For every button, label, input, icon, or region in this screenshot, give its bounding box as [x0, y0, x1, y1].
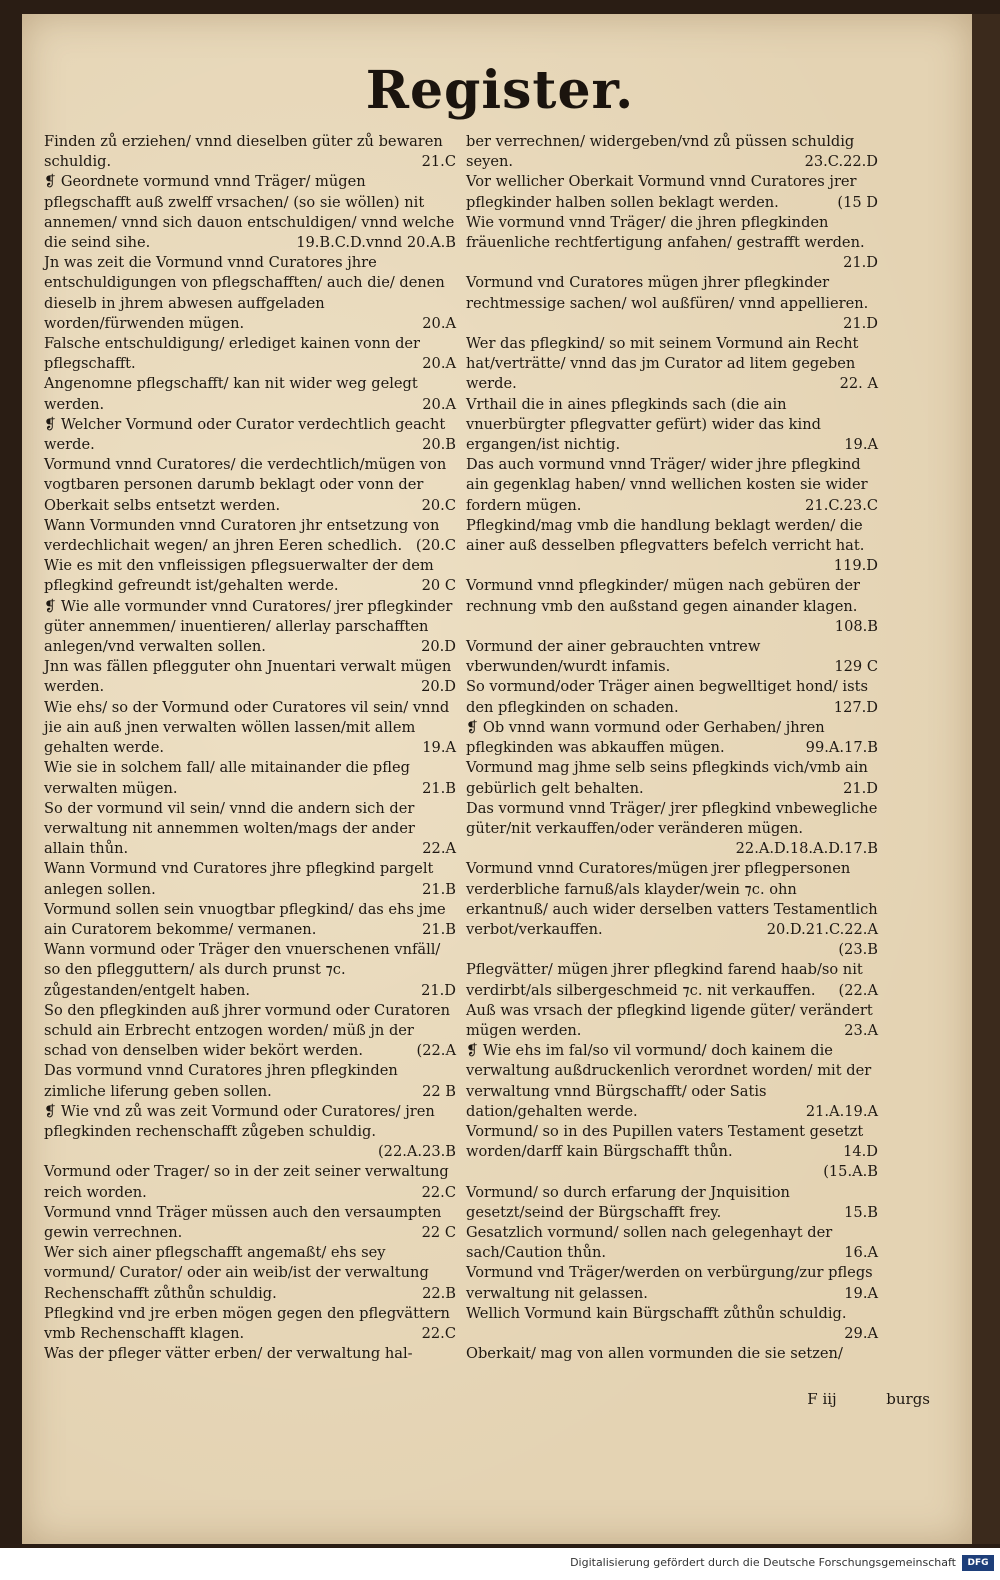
entry-text: Vormund vnnd pflegkinder/ mügen nach gebüren der rechnung vmb den außstand gegen ainander klagen. [466, 577, 860, 615]
entry-reference: 20.C [421, 496, 456, 514]
entry-reference: (22.A [416, 1042, 456, 1060]
register-entry [44, 1243, 456, 1304]
entry-text: So der vormund vil sein/ vnnd die andern sich der verwaltung nit annemmen wolten/mags der ander allain thůn. [44, 799, 415, 858]
register-entry [466, 940, 878, 960]
entry-reference: (22.A [838, 981, 878, 999]
entry-text: Vormund der ainer gebrauchten vntrew vberwunden/wurdt infamis. [466, 638, 761, 676]
entry-text: Wie ehs/ so der Vormund oder Curatores vil sein/ vnnd jie ain auß jnen verwalten wöllen lassen/mit allem gehalten werde. [44, 698, 450, 757]
entry-reference: 21.C.23.C [805, 496, 878, 514]
register-entry [44, 556, 456, 596]
register-entry [44, 698, 456, 759]
register-entry [466, 516, 878, 577]
entry-text: Das vormund vnnd Träger/ jrer pflegkind vnbewegliche güter/nit verkauffen/oder veränderen mügen. [466, 799, 878, 837]
entry-reference: 21.D [421, 981, 456, 999]
catchword: burgs [886, 1390, 930, 1408]
entry-text: Oberkait/ mag von allen vormunden die sie setzen/ [466, 1345, 843, 1363]
register-entry [44, 1162, 456, 1202]
signature-mark: F iij [807, 1390, 837, 1408]
register-entry [44, 253, 456, 334]
entry-reference: (22.A.23.B [377, 1143, 456, 1161]
register-entry [466, 1041, 878, 1122]
entry-reference: 22.B [422, 1284, 456, 1302]
register-entry [466, 1162, 878, 1182]
register-entry [466, 455, 878, 516]
entry-reference: 22.A [422, 840, 456, 858]
entry-text: Vormund vnd Träger/werden on verbürgung/zur pflegs verwaltung nit gelassen. [466, 1264, 873, 1302]
entry-text: Wann Vormund vnd Curatores jhre pflegkind pargelt anlegen sollen. [44, 860, 434, 898]
entry-reference: (15.A.B [823, 1163, 878, 1181]
entry-text: Wann vormund oder Träger den vnuerschenen vnfäll/ so den pflegguttern/ als durch prunst ⁊c. zůgestanden/entgelt haben. [44, 941, 441, 999]
entry-reference: 21.C [421, 153, 456, 171]
register-entry [44, 1203, 456, 1243]
entry-reference: 21.B [422, 920, 456, 938]
entry-reference: 22. A [839, 375, 878, 393]
register-entry [44, 859, 456, 899]
register-entry [44, 1304, 456, 1344]
entry-text: Vormund vnnd Träger müssen auch den versaumpten gewin verrechnen. [44, 1203, 442, 1241]
entry-text: Gesatzlich vormund/ sollen nach gelegenhayt der sach/Caution thůn. [466, 1223, 833, 1262]
entry-reference: 22 C [421, 1223, 456, 1241]
entry-text: Wie sie in solchem fall/ alle mitainander die pfleg verwalten mügen. [44, 759, 410, 797]
register-entry [44, 799, 456, 860]
entry-text: Vormund vnnd Curatores/mügen jrer pflegpersonen verderbliche farnuß/als klayder/wein ⁊c. ohn erkantnuß/ auch wider derselben vatters Testamentlich verbot/verkauffen. [466, 860, 878, 938]
entry-text: Das auch vormund vnnd Träger/ wider jhre pflegkind ain gegenklag haben/ vnnd wellichen kosten sie wider fordern mügen. [466, 456, 868, 514]
entry-text: Vrthail die in aines pflegkinds sach (die ain vnuerbürgter pflegvatter gefürt) wider das kind ergangen/ist nichtig. [466, 395, 821, 454]
entry-reference: 20.B [422, 436, 456, 454]
entry-reference: 21.D [843, 314, 878, 332]
entry-reference: 16.A [844, 1244, 878, 1262]
entry-text: ❡ Welcher Vormund oder Curator verdechtlich geacht werde. [44, 415, 446, 454]
register-entry [466, 799, 878, 860]
entry-reference: (15 D [837, 193, 878, 211]
entry-text: Vor wellicher Oberkait Vormund vnnd Curatores jrer pflegkinder halben sollen beklagt werden. [466, 173, 857, 211]
entry-text: Vormund mag jhme selb seins pflegkinds vich/vmb ain gebürlich gelt behalten. [466, 759, 868, 797]
register-entry [466, 718, 878, 758]
register-entry [44, 1102, 456, 1163]
entry-text: Pflegvätter/ mügen jhrer pflegkind farend haab/so nit verdirbt/als silbergeschmeid ⁊c. nit verkauffen. [466, 961, 863, 999]
register-entry [466, 758, 878, 798]
entry-reference: 23.C.22.D [804, 153, 878, 171]
entry-reference: 129 C [834, 658, 878, 676]
entry-reference: 20.A [422, 395, 456, 413]
entry-text: Pflegkind/mag vmb die handlung beklagt werden/ die ainer auß desselben pflegvatters befelch verricht hat. [466, 516, 865, 555]
entry-text: So vormund/oder Träger ainen begwelltiget hond/ ists den pflegkinden on schaden. [466, 678, 868, 716]
entry-text: Das vormund vnnd Curatores jhren pflegkinden zimliche liferung geben sollen. [44, 1062, 398, 1100]
register-entry [466, 1344, 878, 1364]
register-entry [44, 334, 456, 374]
entry-reference: 19.B.C.D.vnnd 20.A.B [296, 234, 456, 252]
register-entry [44, 132, 456, 172]
entry-text: ber verrechnen/ widergeben/vnd zů püssen schuldig seyen. [466, 133, 855, 171]
entry-reference: 99.A.17.B [805, 739, 878, 757]
entry-reference: 19.A [844, 436, 878, 454]
entry-text: Wie es mit den vnfleissigen pflegsuerwalter der dem pflegkind gefreundt ist/gehalten werde. [44, 557, 434, 595]
register-entry [466, 677, 878, 717]
entry-text: ❡ Geordnete vormund vnnd Träger/ mügen pflegschafft auß zwelff vrsachen/ (so sie wöllen) nit annemen/ vnnd sich dauon entschuldigen/ vnnd welche die seind sihe. [44, 173, 455, 252]
register-entry [466, 637, 878, 677]
entry-reference: 21.A.19.A [805, 1102, 878, 1120]
entry-text: Finden zů erziehen/ vnnd dieselben güter zů bewaren schuldig. [44, 133, 443, 171]
entry-text: ❡ Wie ehs im fal/so vil vormund/ doch kainem die verwaltung außdruckenlich verordnet worden/ mit der verwaltung vnnd Bürgschafft/ oder Satis dation/gehalten werde. [466, 1042, 872, 1120]
entry-reference: 22 B [422, 1082, 456, 1100]
register-entry [44, 940, 456, 1001]
entry-reference: 127.D [833, 698, 878, 716]
entry-text: ❡ Wie alle vormunder vnnd Curatores/ jrer pflegkinder güter annemmen/ inuentieren/ allerlay parschafften anlegen/vnd verwalten sollen. [44, 597, 453, 656]
register-entry [466, 213, 878, 274]
entry-text: Vormund oder Trager/ so in der zeit seiner verwaltung reich worden. [44, 1163, 449, 1201]
register-entry [466, 960, 878, 1000]
register-entry [466, 172, 878, 212]
entry-text: Wellich Vormund kain Bürgschafft zůthůn schuldig. [466, 1304, 847, 1322]
register-entry [44, 415, 456, 455]
entry-reference: 20.A [422, 355, 456, 373]
register-entry [466, 1263, 878, 1303]
entry-text: Auß was vrsach der pflegkind ligende güter/ verändert mügen werden. [466, 1001, 873, 1039]
entry-reference: 20.A [422, 314, 456, 332]
entry-text: Falsche entschuldigung/ erlediget kainen vonn der pflegschafft. [44, 335, 421, 373]
entry-reference: 20.D [421, 638, 456, 656]
entry-text: Jnn was fällen pflegguter ohn Jnuentari verwalt mügen werden. [44, 658, 452, 696]
register-entry [44, 1061, 456, 1101]
entry-reference: 21.D [843, 254, 878, 272]
register-entry [466, 1304, 878, 1344]
entry-text: Wann Vormunden vnnd Curatoren jhr entsetzung von verdechlichait wegen/ an jhren Eeren schedlich. [44, 516, 440, 555]
entry-text: Wer das pflegkind/ so mit seinem Vormund ain Recht hat/verträtte/ vnnd das jm Curator ad litem gegeben werde. [466, 335, 859, 393]
register-entry [466, 576, 878, 637]
register-entry [44, 900, 456, 940]
entry-reference: (23.B [838, 941, 878, 959]
right-column [466, 132, 878, 1364]
entry-text: Angenomne pflegschafft/ kan nit wider weg gelegt werden. [44, 375, 418, 413]
entry-reference: 23.A [844, 1021, 878, 1039]
register-entry [466, 859, 878, 940]
entry-reference: 20.D [421, 678, 456, 696]
dfg-logo: DFG [962, 1555, 994, 1571]
entry-reference: 22.C [421, 1183, 456, 1201]
register-entry [466, 273, 878, 334]
register-entry [466, 395, 878, 456]
entry-text: Jn was zeit die Vormund vnnd Curatores jhre entschuldigungen von pflegschafften/ auch die/ denen dieselb in jhrem abwesen auffgeladen worden/fürwenden mügen. [44, 254, 445, 332]
page-edge [972, 14, 1000, 1544]
entry-reference: 14.D [843, 1143, 878, 1161]
entry-text: Vormund vnd Curatores mügen jhrer pflegkinder rechtmessige sachen/ wol außfüren/ vnnd appellieren. [466, 274, 869, 312]
entry-text: Wie vormund vnnd Träger/ die jhren pflegkinden fräuenliche rechtfertigung anfahen/ gestrafft werden. [466, 213, 865, 252]
entry-reference: 20.D.21.C.22.A [766, 920, 878, 938]
register-entry [44, 516, 456, 556]
register-entry [44, 597, 456, 658]
register-entry [466, 132, 878, 172]
footer-credit: Digitalisierung gefördert durch die Deutsche Forschungsgemeinschaft [570, 1556, 956, 1569]
entry-text: Vormund sollen sein vnuogtbar pflegkind/ das ehs jme ain Curatorem bekomme/ vermanen. [44, 900, 446, 938]
register-entry [466, 1223, 878, 1263]
register-entry [466, 1122, 878, 1162]
entry-reference: 29.A [844, 1324, 878, 1342]
entry-reference: 21.B [422, 779, 456, 797]
entry-text: So den pflegkinden auß jhrer vormund oder Curatoren schuld ain Erbrecht entzogen worden/ müß jn der schad von denselben wider bekört werden. [44, 1001, 450, 1060]
register-entry [44, 758, 456, 798]
entry-reference: 22.A.D.18.A.D.17.B [735, 840, 878, 858]
entry-reference: 19.A [844, 1284, 878, 1302]
register-entry [44, 374, 456, 414]
footer-bar [0, 1548, 1000, 1580]
left-column [44, 132, 456, 1364]
entry-reference: 20 C [421, 577, 456, 595]
register-entry [466, 1183, 878, 1223]
entry-text: Pflegkind vnd jre erben mögen gegen den pflegvättern vmb Rechenschafft klagen. [44, 1304, 450, 1342]
register-entry [466, 1001, 878, 1041]
entry-text: Was der pfleger vätter erben/ der verwaltung hal- [44, 1345, 413, 1363]
entry-text: ❡ Ob vnnd wann vormund oder Gerhaben/ jhren pflegkinden was abkauffen mügen. [466, 718, 825, 757]
register-entry [44, 657, 456, 697]
entry-reference: 108.B [834, 617, 878, 635]
entry-reference: (20.C [415, 537, 456, 555]
register-entry [44, 1344, 456, 1364]
entry-text: Vormund vnnd Curatores/ die verdechtlich/mügen von vogtbaren personen darumb beklagt oder vonn der Oberkait selbs entsetzt werden. [44, 456, 447, 514]
register-entry [44, 172, 456, 253]
entry-reference: 119.D [833, 557, 878, 575]
register-entry [44, 1001, 456, 1062]
entry-reference: 21.B [422, 880, 456, 898]
signature-and-catchword [807, 1390, 930, 1408]
register-entry [44, 455, 456, 516]
entry-text: Vormund/ so in des Pupillen vaters Testament gesetzt worden/darff kain Bürgschafft thůn. [466, 1122, 864, 1161]
page-title: Register. [365, 60, 635, 121]
entry-reference: 21.D [843, 779, 878, 797]
entry-text: Wer sich ainer pflegschafft angemaßt/ ehs sey vormund/ Curator/ oder ain weib/ist der verwaltung Rechenschafft zůthůn schuldig. [44, 1244, 429, 1302]
register-entry [466, 334, 878, 395]
entry-reference: 15.B [844, 1203, 878, 1221]
entry-text: Vormund/ so durch erfarung der Jnquisition gesetzt/seind der Bürgschafft frey. [466, 1183, 790, 1221]
entry-text: ❡ Wie vnd zů was zeit Vormund oder Curatores/ jren pflegkinden rechenschafft zůgeben schuldig. [44, 1102, 435, 1140]
entry-reference: 22.C [421, 1324, 456, 1342]
entry-reference: 19.A [422, 739, 456, 757]
